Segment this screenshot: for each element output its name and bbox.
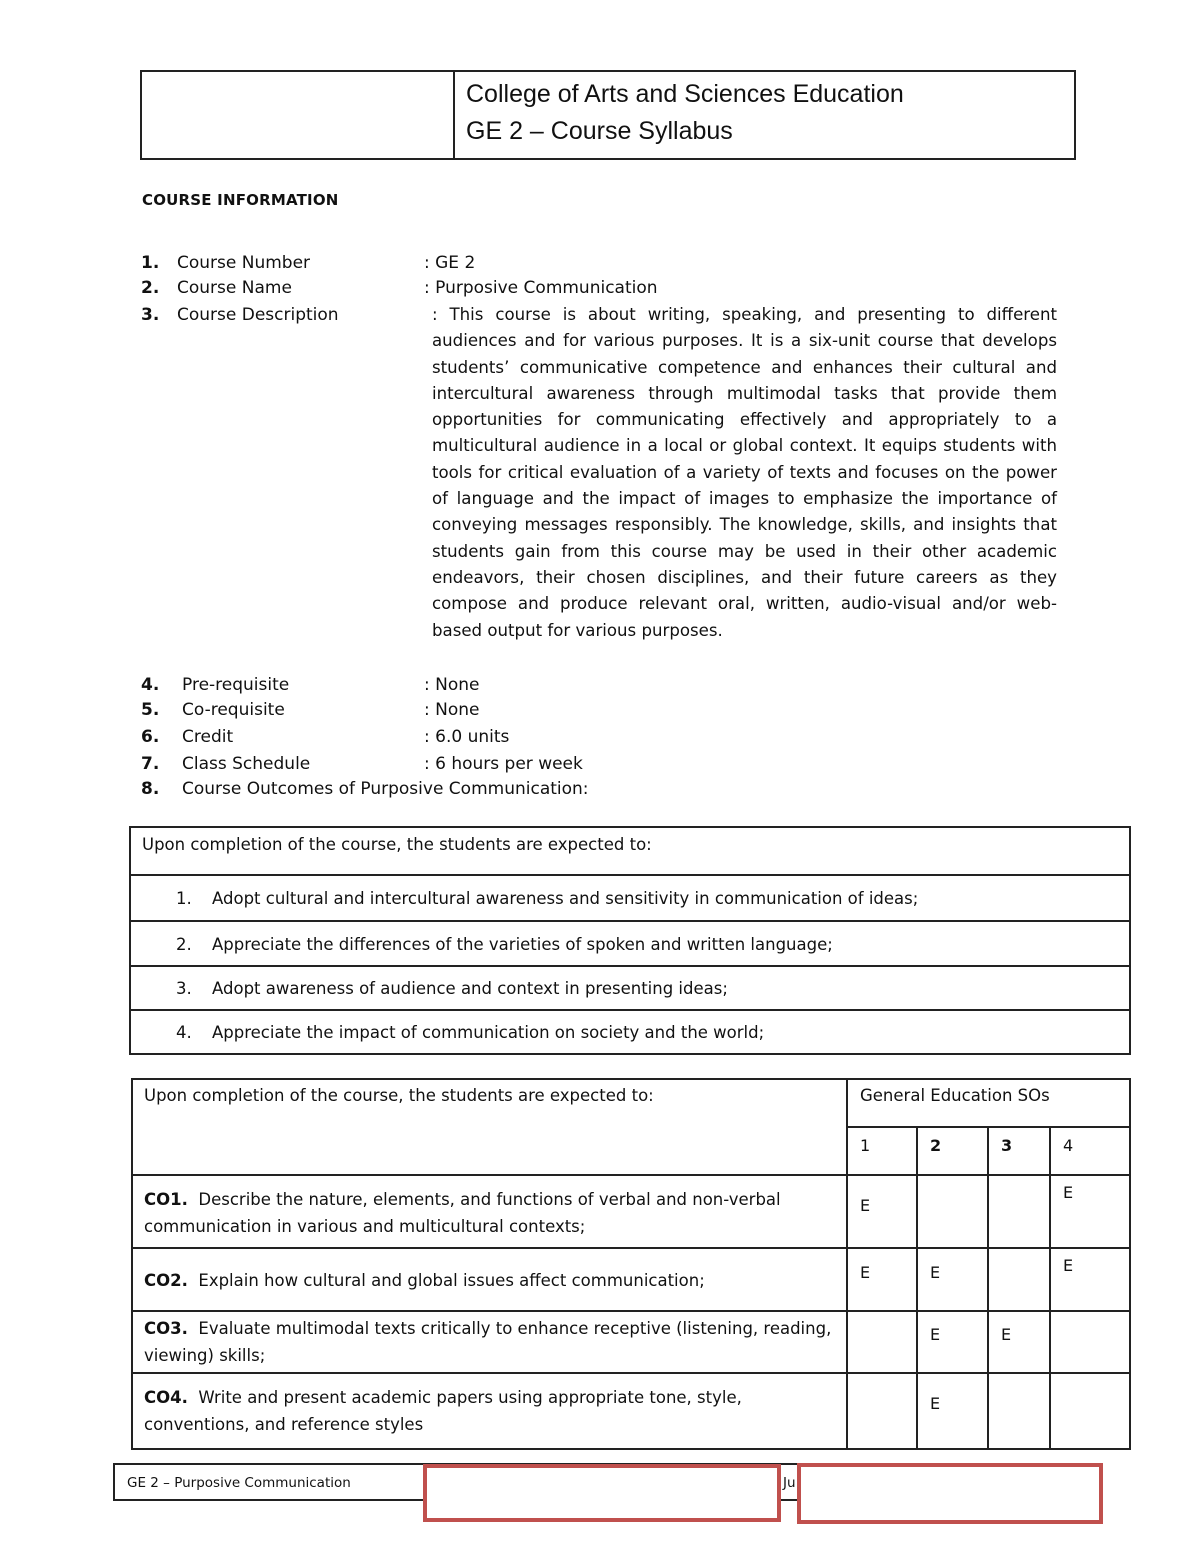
outcome-number: 1. <box>176 889 192 908</box>
co-code: CO3. <box>144 1319 188 1338</box>
co-row-text <box>144 1267 834 1294</box>
so-number: 4 <box>1063 1136 1074 1155</box>
outcome-text: Appreciate the impact of communication on society and the world; <box>212 1023 765 1042</box>
row-divider <box>133 1174 1131 1176</box>
item-number: 7. <box>141 754 160 774</box>
so-mapping-table <box>131 1078 1131 1450</box>
so-mark: E <box>930 1394 941 1413</box>
so-mark: E <box>860 1263 871 1282</box>
so-mark: E <box>1063 1256 1074 1275</box>
row-divider <box>846 1126 1131 1128</box>
header-box <box>140 70 1076 160</box>
course-number-value: : GE 2 <box>424 253 476 273</box>
outcome-row <box>131 874 1129 920</box>
credit-label: Credit <box>182 727 234 747</box>
row-divider <box>133 1372 1131 1374</box>
co-code: CO2. <box>144 1271 188 1290</box>
syllabus-title: GE 2 – Course Syllabus <box>466 117 733 145</box>
co-description: Describe the nature, elements, and functions of verbal and non-verbal communication in various and multicultural contexts; <box>144 1190 781 1236</box>
class-schedule-label: Class Schedule <box>182 754 311 774</box>
outcome-text: Adopt cultural and intercultural awareness and sensitivity in communication of ideas; <box>212 889 919 908</box>
so-mark: E <box>930 1263 941 1282</box>
outcome-text: Adopt awareness of audience and context in presenting ideas; <box>212 979 728 998</box>
co-code: CO4. <box>144 1388 188 1407</box>
corequisite-value: : None <box>424 700 480 720</box>
course-name-value: : Purposive Communication <box>424 278 658 298</box>
prerequisite-value: : None <box>424 675 480 695</box>
co-description: Write and present academic papers using appropriate tone, style, conventions, and reference styles <box>144 1388 742 1434</box>
outcome-number: 3. <box>176 979 192 998</box>
item-number: 5. <box>141 700 160 720</box>
row-divider <box>133 1310 1131 1312</box>
item-number: 8. <box>141 779 160 799</box>
mapping-intro: Upon completion of the course, the students are expected to: <box>144 1086 654 1105</box>
outcomes-table <box>129 826 1131 1055</box>
row-divider <box>133 1247 1131 1249</box>
header-title <box>466 76 904 150</box>
so-number: 1 <box>860 1136 871 1155</box>
so-mark: E <box>860 1196 871 1215</box>
college-name: College of Arts and Sciences Education <box>466 80 904 108</box>
corequisite-label: Co-requisite <box>182 700 285 720</box>
item-number: 2. <box>141 278 160 298</box>
outcome-text: Appreciate the differences of the varieties of spoken and written language; <box>212 935 833 954</box>
logo-cell <box>142 72 455 158</box>
co-row-text <box>144 1186 834 1240</box>
footer-course: GE 2 – Purposive Communication <box>127 1475 351 1491</box>
co-row-text <box>144 1384 834 1438</box>
redaction-box <box>423 1464 781 1522</box>
so-number: 2 <box>930 1136 942 1155</box>
outcomes-intro: Upon completion of the course, the students are expected to: <box>142 835 652 854</box>
course-description-text: : This course is about writing, speaking, and presenting to different audiences and for various purposes. It is a six-unit course that develops students’ communicative competence and enhances their cultural and intercultural awareness through multimodal tasks that provide them opportunities for communicating effectively and appropriately to a multicultural audience in a local or global context. It equips students with tools for critical evaluation of a variety of texts and focuses on the power of language and the impact of images to emphasize the importance of conveying messages responsibly. The knowledge, skills, and insights that students gain from this course may be used in their other academic endeavors, their chosen disciplines, and their future careers as they compose and produce relevant oral, written, audio-visual and/or web-based output for various purposes. <box>432 305 1057 640</box>
so-mark: E <box>930 1325 941 1344</box>
co-description: Evaluate multimodal texts critically to enhance receptive (listening, reading, viewing) skills; <box>144 1319 832 1365</box>
class-schedule-value: : 6 hours per week <box>424 754 583 774</box>
outcome-row <box>131 1009 1129 1053</box>
prerequisite-label: Pre-requisite <box>182 675 290 695</box>
item-number: 6. <box>141 727 160 747</box>
outcome-row <box>131 920 1129 965</box>
course-number-label: Course Number <box>177 253 311 273</box>
column-divider <box>846 1080 848 1448</box>
so-number: 3 <box>1001 1136 1013 1155</box>
so-mark: E <box>1001 1325 1012 1344</box>
redaction-box <box>797 1463 1103 1524</box>
item-number: 3. <box>141 305 160 325</box>
so-mark: E <box>1063 1183 1074 1202</box>
footer-fragment: Ju <box>783 1475 796 1491</box>
outcome-number: 4. <box>176 1023 192 1042</box>
course-outcomes-label: Course Outcomes of Purposive Communication: <box>182 779 589 799</box>
item-number: 1. <box>141 253 160 273</box>
so-header: General Education SOs <box>860 1086 1050 1105</box>
course-name-label: Course Name <box>177 278 292 298</box>
course-description-label: Course Description <box>177 305 339 325</box>
credit-value: : 6.0 units <box>424 727 510 747</box>
co-row-text <box>144 1315 834 1369</box>
item-number: 4. <box>141 675 160 695</box>
outcome-number: 2. <box>176 935 192 954</box>
section-title: COURSE INFORMATION <box>142 191 339 209</box>
outcome-row <box>131 965 1129 1009</box>
co-code: CO1. <box>144 1190 188 1209</box>
co-description: Explain how cultural and global issues affect communication; <box>198 1271 705 1290</box>
